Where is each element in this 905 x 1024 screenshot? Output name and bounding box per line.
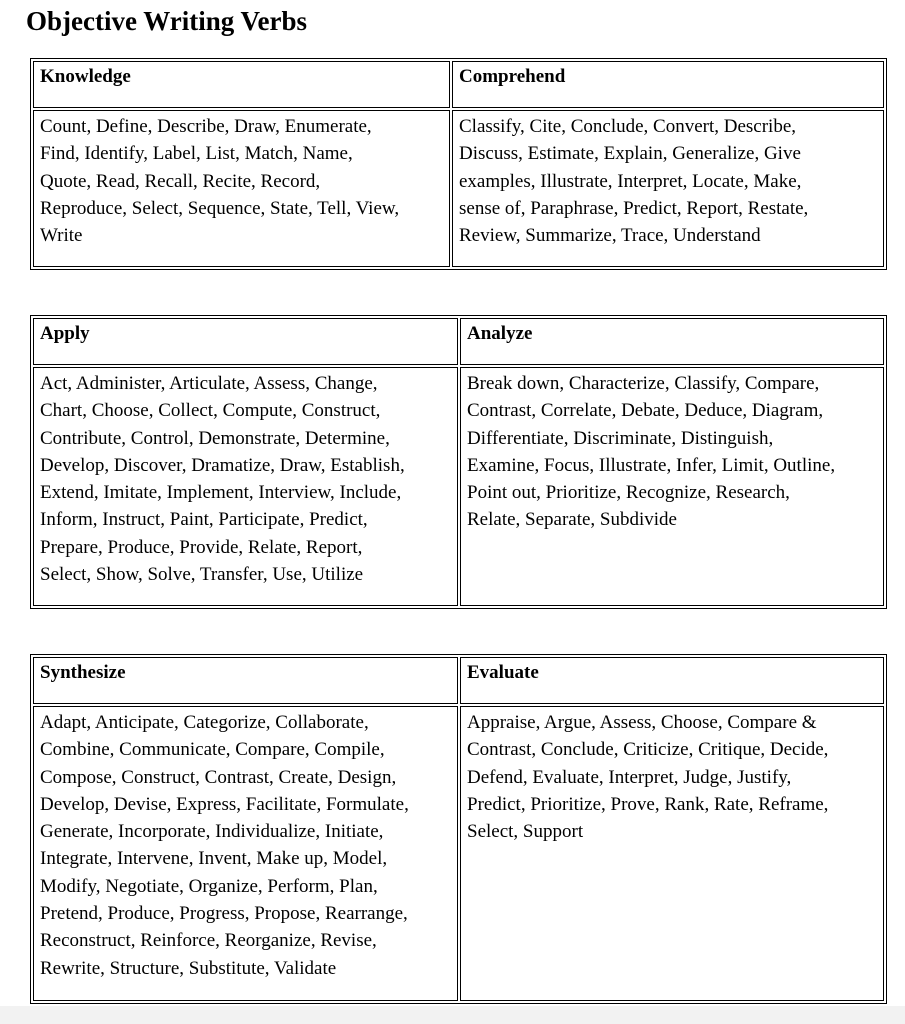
verb-line: Reproduce, Select, Sequence, State, Tell, View,	[40, 197, 400, 219]
verb-line: Inform, Instruct, Paint, Participate, Predict,	[40, 509, 368, 531]
verb-line: Compose, Construct, Contrast, Create, Design,	[40, 766, 397, 788]
analyze-verbs	[460, 367, 884, 606]
verb-line: Develop, Discover, Dramatize, Draw, Establish,	[40, 454, 405, 476]
verb-line: Select, Support	[467, 821, 584, 843]
knowledge-verbs	[33, 110, 450, 267]
verb-line: Reconstruct, Reinforce, Reorganize, Revise,	[40, 930, 377, 952]
verb-line: Integrate, Intervene, Invent, Make up, Model,	[40, 848, 388, 870]
verb-line: Contrast, Correlate, Debate, Deduce, Diagram,	[467, 400, 824, 422]
verb-line: Quote, Read, Recall, Recite, Record,	[40, 170, 321, 192]
synthesize-heading: Synthesize	[33, 657, 458, 704]
verb-line: Prepare, Produce, Provide, Relate, Report,	[40, 536, 363, 558]
verb-line: Defend, Evaluate, Interpret, Judge, Justify,	[467, 766, 792, 788]
analyze-heading: Analyze	[460, 318, 884, 365]
verb-table-knowledge-comprehend	[30, 58, 887, 270]
verb-line: Find, Identify, Label, List, Match, Name,	[40, 143, 353, 165]
synthesize-verbs	[33, 706, 458, 1001]
verb-line: Relate, Separate, Subdivide	[467, 509, 677, 531]
verb-line: Differentiate, Discriminate, Distinguish,	[467, 427, 774, 449]
verb-line: Classify, Cite, Conclude, Convert, Describe,	[459, 116, 797, 137]
verb-line: Rewrite, Structure, Substitute, Validate	[40, 957, 337, 979]
verb-table-apply-analyze	[30, 315, 887, 609]
verb-line: Adapt, Anticipate, Categorize, Collaborate,	[40, 712, 369, 733]
apply-verbs	[33, 367, 458, 606]
comprehend-verbs	[452, 110, 884, 267]
verb-line: examples, Illustrate, Interpret, Locate, Make,	[459, 170, 802, 192]
verb-line: Review, Summarize, Trace, Understand	[459, 225, 761, 247]
verb-line: Select, Show, Solve, Transfer, Use, Utilize	[40, 564, 364, 586]
verb-line: Count, Define, Describe, Draw, Enumerate,	[40, 116, 372, 137]
verb-line: Contrast, Conclude, Criticize, Critique, Decide,	[467, 739, 829, 761]
evaluate-heading: Evaluate	[460, 657, 884, 704]
verb-line: Predict, Prioritize, Prove, Rank, Rate, Reframe,	[467, 793, 829, 815]
apply-heading: Apply	[33, 318, 458, 365]
verb-line: Develop, Devise, Express, Facilitate, Formulate,	[40, 793, 409, 815]
verb-line: Generate, Incorporate, Individualize, Initiate,	[40, 821, 384, 843]
verb-line: Combine, Communicate, Compare, Compile,	[40, 739, 385, 761]
verb-table-synthesize-evaluate	[30, 654, 887, 1004]
page-bottom-edge	[0, 1006, 905, 1024]
knowledge-heading: Knowledge	[33, 61, 450, 108]
verb-line: Appraise, Argue, Assess, Choose, Compare &	[467, 712, 817, 733]
verb-line: Act, Administer, Articulate, Assess, Change,	[40, 373, 378, 394]
verb-line: Pretend, Produce, Progress, Propose, Rearrange,	[40, 903, 408, 925]
evaluate-verbs	[460, 706, 884, 1001]
comprehend-heading: Comprehend	[452, 61, 884, 108]
verb-line: sense of, Paraphrase, Predict, Report, Restate,	[459, 197, 809, 219]
page-title: Objective Writing Verbs	[26, 6, 307, 36]
verb-line: Break down, Characterize, Classify, Compare,	[467, 373, 820, 394]
verb-line: Chart, Choose, Collect, Compute, Construct,	[40, 400, 381, 422]
verb-line: Discuss, Estimate, Explain, Generalize, Give	[459, 143, 801, 165]
verb-line: Examine, Focus, Illustrate, Infer, Limit, Outline,	[467, 454, 836, 476]
verb-line: Modify, Negotiate, Organize, Perform, Plan,	[40, 875, 378, 897]
verb-line: Write	[40, 225, 83, 247]
verb-line: Contribute, Control, Demonstrate, Determine,	[40, 427, 390, 449]
verb-line: Point out, Prioritize, Recognize, Research,	[467, 482, 790, 504]
verb-line: Extend, Imitate, Implement, Interview, Include,	[40, 482, 402, 504]
